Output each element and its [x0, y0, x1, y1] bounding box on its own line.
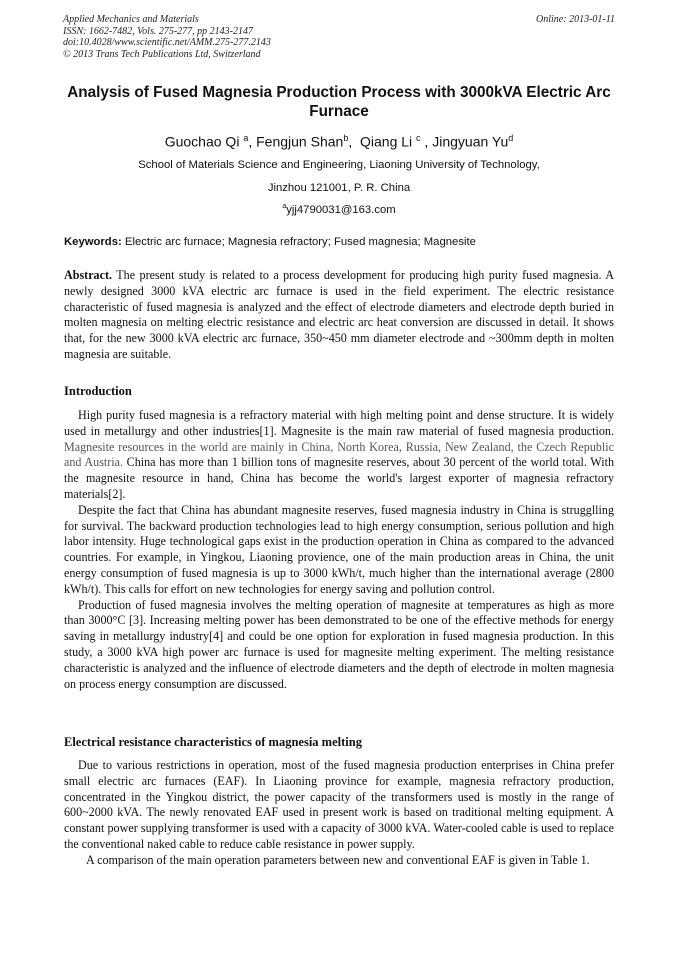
abstract	[64, 268, 614, 363]
abstract-label: Abstract.	[64, 268, 113, 282]
paragraph: A comparison of the main operation parameters between new and conventional EAF is given in Table 1.	[86, 852, 590, 867]
section2-body	[64, 758, 614, 869]
paper-title: Analysis of Fused Magnesia Production Process with 3000kVA Electric Arc Furnace	[67, 84, 611, 120]
paragraph: Production of fused magnesia involves the melting operation of magnesite at temperatures as high as more than 3000°C [3]. Increasing melting power has been demonstrated to be one of the effective methods for energy saving in metallurgy industry[4] and could be one option for exploration in fused magnesia production. In this study, a 3000 kVA high power arc furnace is used for magnesite melting experiment. The melting resistance characteristic is analyzed and the influence of electrode diameters and the depth of electrode in molten magnesia on process energy consumption are discussed.	[64, 597, 614, 691]
online-date: Online: 2013-01-11	[536, 14, 615, 25]
paragraph: Despite the fact that China has abundant magnesite reserves, fused magnesia industry in China is strugglling for survival. The backward production technologies lead to high energy consumption, serious pollution and high labor intensity. Huge technological gaps exist in the production operation in China as compared to the advanced countries. For example, in Yingkou, Liaoning provience, one of the main production areas in China, the unit energy consumption of fused magnesia is up to 3000 kWh/t, much higher than the international average (2800 kWh/t). This calls for effort on new technologies for energy saving and pollution control.	[64, 502, 614, 596]
keywords-label: Keywords:	[64, 236, 122, 248]
journal-name: Applied Mechanics and Materials	[63, 14, 199, 25]
author-name: Fengjun Shan	[256, 133, 344, 150]
paragraph	[64, 408, 614, 503]
author-marker: c	[416, 133, 421, 143]
author-marker: d	[508, 133, 514, 143]
affiliation-line-2: Jinzhou 121001, P. R. China	[267, 182, 411, 194]
copyright-line: © 2013 Trans Tech Publications Ltd, Switzerland	[63, 48, 261, 60]
paragraph: Due to various restrictions in operation, most of the fused magnesia production enterprises in China prefer small electric arc furnaces (EAF). In Liaoning province for example, magnesia refractory production, concentrated in the Yingkou district, the power capacity of the transformers used is mostly in the range of 600~2000 kVA. The newly renovated EAF used in present work is based on traditional melting equipment. A constant power supplying transformer is used with a capacity of 3000 kVA. Water-cooled cable is used to replace the conventional naked cable to reduce cable resistance in power supply.	[64, 758, 614, 851]
author-marker: a	[243, 133, 249, 143]
affiliation-line-1: School of Materials Science and Engineering, Liaoning University of Technology,	[138, 159, 540, 171]
email-address[interactable]: yjj4790031@163.com	[286, 203, 396, 216]
introduction-body	[64, 408, 614, 692]
paragraph-text: China has more than 1 billion tons of magnesite reserves, about 30 percent of the world total. With the magnesite resource in hand, China has become the world's largest exporter of magnesia refractory materials[2].	[64, 455, 614, 501]
keywords-text: Electric arc furnace; Magnesia refractory; Fused magnesia; Magnesite	[124, 236, 476, 248]
keywords	[64, 236, 616, 248]
section-heading-electrical-resistance: Electrical resistance characteristics of magnesia melting	[64, 735, 362, 749]
author-marker: b	[343, 133, 349, 143]
email-marker: a	[282, 203, 287, 210]
abstract-text: The present study is related to a process development for producing high purity fused magnesia. A newly designed 3000 kVA electric arc furnace is used in the field experiment. The electric resistance characteristic of fused magnesia is analyzed and the effect of electrode diameters and electrode depth buried in molten magnesia on melting electric resistance and electric arc heat conversion are discussed in detail. It shows that, for the new 3000 kVA electric arc furnace, 350~450 mm diameter electrode and ~300mm depth in molten magnesia are suitable.	[64, 268, 614, 361]
author-name: Jingyuan Yu	[432, 133, 509, 150]
journal-header	[63, 14, 615, 60]
paragraph-text: High purity fused magnesia is a refractory material with high melting point and dense structure. It is widely used in metallurgy and other industries[1]. Magnesite is the main raw material of fused magnesia production.	[64, 408, 614, 438]
email-line	[60, 203, 618, 216]
doi-line: doi:10.4028/www.scientific.net/AMM.275-277.2143	[63, 37, 271, 48]
paragraph-text-highlight: Magnesite resources in the world are mainly in China, North Korea, Russia, New Zealand, the Czech Republic and Austria.	[64, 439, 614, 470]
issn-line: ISSN: 1662-7482, Vols. 275-277, pp 2143-2147	[63, 25, 253, 37]
author-name: Qiang Li	[360, 133, 413, 150]
section-heading-introduction: Introduction	[64, 384, 132, 398]
author-name: Guochao Qi	[164, 133, 240, 150]
author-list: Guochao Qi $^a$, Fengjun Shan$^b$, Qiang Li $^c$ , Jingyuan Yu$^d$	[164, 133, 514, 150]
